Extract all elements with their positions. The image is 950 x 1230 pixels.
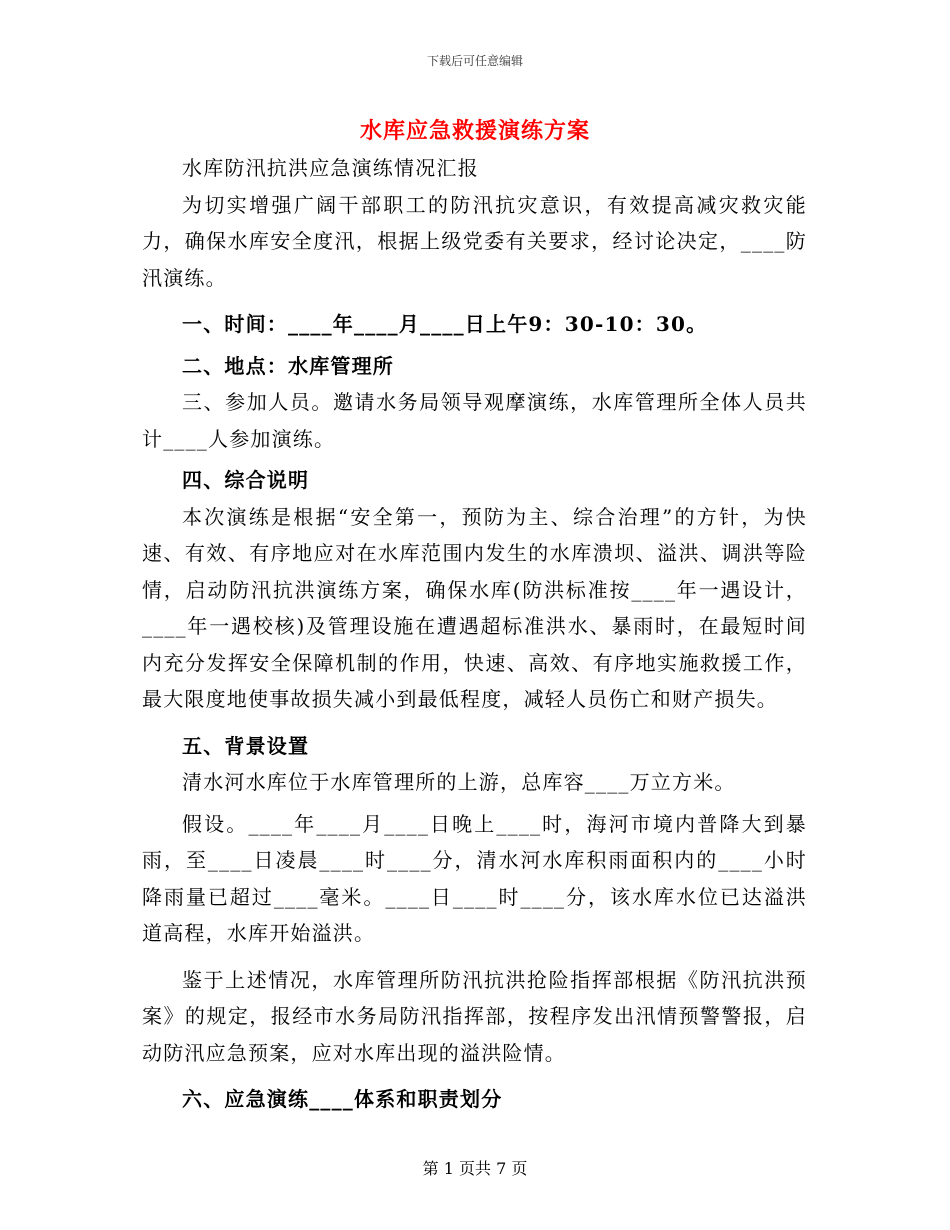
page-header-note: 下载后可任意编辑 xyxy=(426,54,523,68)
intro-paragraph: 为切实增强广阔干部职工的防汛抗灾意识，有效提高减灾救灾能力，确保水库安全度汛，根据上级党委有关要求，经讨论决定，____防汛演练。 xyxy=(142,192,807,290)
section-background-heading: 五、背景设置 xyxy=(182,733,310,758)
document-title: 水库应急救援演练方案 xyxy=(359,118,590,144)
section-organization-heading: 六、应急演练____体系和职责划分 xyxy=(182,1087,503,1111)
section-time: 一、时间：____年____月____日上午9：30-10：30。 xyxy=(182,312,708,336)
background-paragraph-2: 假设。____年____月____日晚上____时，海河市境内普降大到暴雨，至____日凌晨____时____分，清水河水库积雨面积内的____小时降雨量已超过____毫米。____日____时____分，该水库水位已达溢洪道高程，水库开始溢洪。 xyxy=(142,811,807,945)
overview-paragraph: 本次演练是根据“安全第一，预防为主、综合治理”的方针，为快速、有效、有序地应对在水库范围内发生的水库溃坝、溢洪、调洪等险情，启动防汛抗洪演练方案，确保水库(防洪标准按____年一遇设计，____年一遇校核)及管理设施在遭遇超标准洪水、暴雨时，在最短时间内充分发挥安全保障机制的作用，快速、高效、有序地实施救援工作，最大限度地使事故损失减小到最低程度，减轻人员伤亡和财产损失。 xyxy=(142,504,807,711)
page-number: 第 1 页共 7 页 xyxy=(422,1159,528,1178)
section-overview-heading: 四、综合说明 xyxy=(182,468,310,492)
section-location: 二、地点：水库管理所 xyxy=(182,353,394,378)
background-paragraph-3: 鉴于上述情况，水库管理所防汛抗洪抢险指挥部根据《防汛抗洪预案》的规定，报经市水务局防汛指挥部，按程序发出汛情预警警报，启动防汛应急预案，应对水库出现的溢洪险情。 xyxy=(142,967,807,1065)
background-paragraph-1: 清水河水库位于水库管理所的上游，总库容____万立方米。 xyxy=(182,770,736,794)
document-body xyxy=(142,150,807,1118)
section-participants: 三、参加人员。邀请水务局领导观摩演练，水库管理所全体人员共计____人参加演练。 xyxy=(142,390,807,451)
report-subtitle: 水库防汛抗洪应急演练情况汇报 xyxy=(182,156,479,180)
